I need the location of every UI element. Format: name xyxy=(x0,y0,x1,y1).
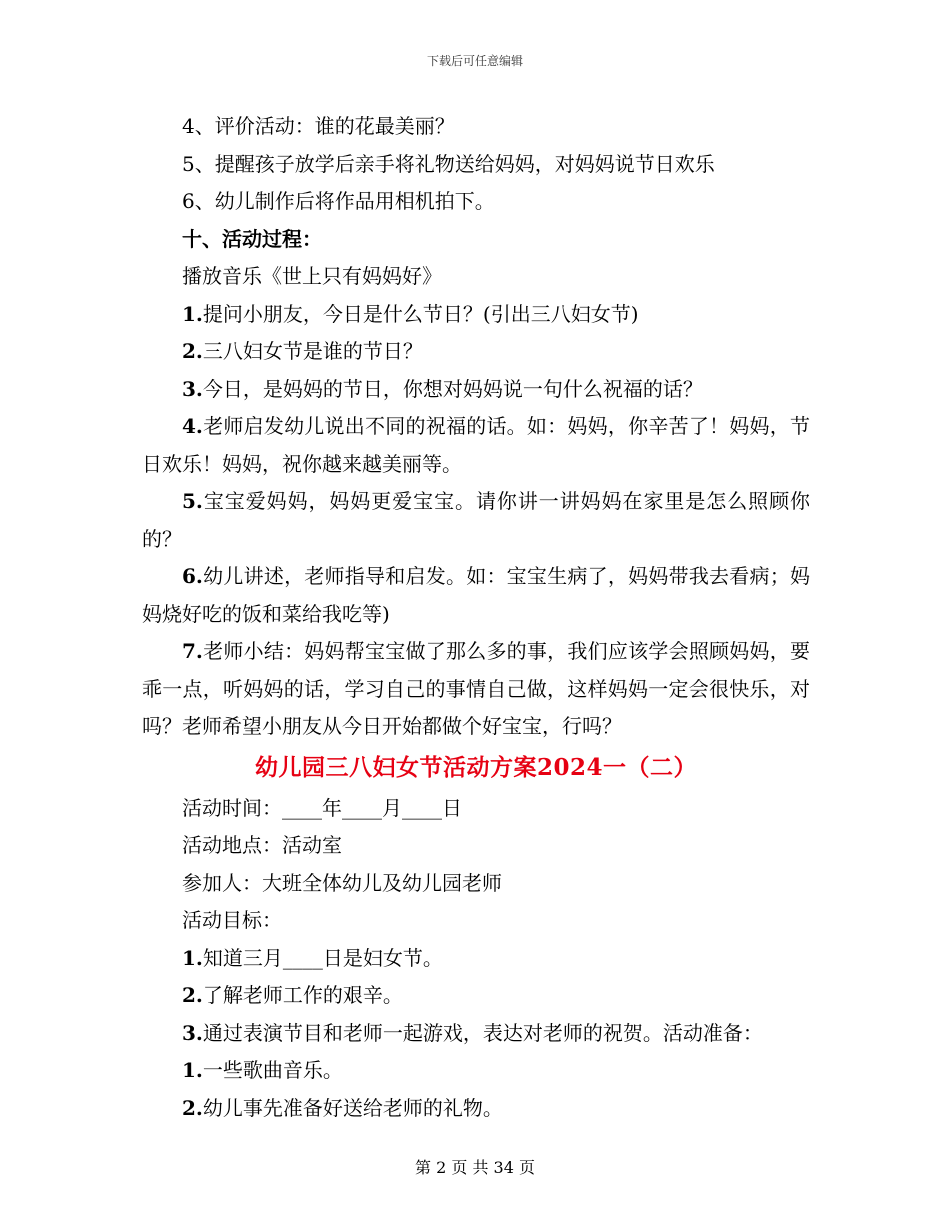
step-number: 1. xyxy=(182,301,203,326)
page-header: 下载后可任意编辑 xyxy=(426,54,523,68)
process-step xyxy=(142,408,810,483)
prep-text: 幼儿事先准备好送给老师的礼物。 xyxy=(202,1095,503,1120)
step-text: 老师启发幼儿说出不同的祝福的话。如：妈妈，你辛苦了！妈妈，节日欢乐！妈妈，祝你越来越美丽等。 xyxy=(142,414,810,476)
goal-text: 通过表演节目和老师一起游戏，表达对老师的祝贺。活动准备： xyxy=(202,1020,763,1045)
document-body xyxy=(142,108,810,1127)
step-text: 宝宝爱妈妈，妈妈更爱宝宝。请你讲一讲妈妈在家里是怎么照顾你的？ xyxy=(142,489,810,551)
list-item: 6、幼儿制作后将作品用相机拍下。 xyxy=(182,189,495,213)
step-number: 4. xyxy=(182,414,203,438)
page-footer: 第 2 页 共 34 页 xyxy=(415,1158,535,1177)
step-number: 2. xyxy=(182,339,203,363)
goal-number: 3. xyxy=(182,1020,203,1045)
goal-text: 知道三月____日是妇女节。 xyxy=(202,945,443,970)
process-step xyxy=(142,333,810,371)
list-item: 5、提醒孩子放学后亲手将礼物送给妈妈，对妈妈说节日欢乐 xyxy=(182,151,715,176)
step-number: 6. xyxy=(182,564,203,588)
process-step xyxy=(142,558,810,633)
prep-number: 2. xyxy=(182,1095,203,1120)
step-number: 3. xyxy=(182,376,203,401)
step-text: 三八妇女节是谁的节日？ xyxy=(202,339,423,363)
process-step xyxy=(142,483,810,558)
goal-item xyxy=(142,940,810,978)
prep-number: 1. xyxy=(182,1058,203,1082)
goals-label: 活动目标： xyxy=(182,908,282,932)
list-item: 4、评价活动：谁的花最美丽？ xyxy=(182,114,455,138)
step-text: 提问小朋友，今日是什么节日？(引出三八妇女节) xyxy=(202,301,639,326)
process-step xyxy=(142,296,810,334)
activity-place: 活动地点：活动室 xyxy=(182,833,342,857)
participants: 参加人：大班全体幼儿及幼儿园老师 xyxy=(182,870,502,895)
step-text: 老师小结：妈妈帮宝宝做了那么多的事，我们应该学会照顾妈妈，要乖一点，听妈妈的话，学习自己的事情自己做，这样妈妈一定会很快乐，对吗？老师希望小朋友从今日开始都做个好宝宝，行吗？ xyxy=(142,639,810,738)
goal-number: 2. xyxy=(182,983,203,1007)
goal-text: 了解老师工作的艰辛。 xyxy=(202,983,403,1007)
process-step xyxy=(142,633,810,746)
goal-item xyxy=(142,977,810,1015)
section-title: 幼儿园三八妇女节活动方案2024一（二） xyxy=(254,753,697,781)
activity-time: 活动时间：____年____月____日 xyxy=(182,795,462,820)
goal-number: 1. xyxy=(182,945,203,970)
goal-item xyxy=(142,1015,810,1053)
music-line: 播放音乐《世上只有妈妈好》 xyxy=(182,264,442,288)
prep-item xyxy=(142,1090,810,1128)
step-number: 5. xyxy=(182,489,203,513)
prep-text: 一些歌曲音乐。 xyxy=(202,1058,343,1082)
section-heading: 十、活动过程： xyxy=(182,226,322,251)
process-step xyxy=(142,371,810,409)
prep-item xyxy=(142,1052,810,1090)
step-text: 幼儿讲述，老师指导和启发。如：宝宝生病了，妈妈带我去看病；妈妈烧好吃的饭和菜给我吃等) xyxy=(142,564,810,626)
step-number: 7. xyxy=(182,639,203,663)
step-text: 今日，是妈妈的节日，你想对妈妈说一句什么祝福的话？ xyxy=(202,376,703,401)
